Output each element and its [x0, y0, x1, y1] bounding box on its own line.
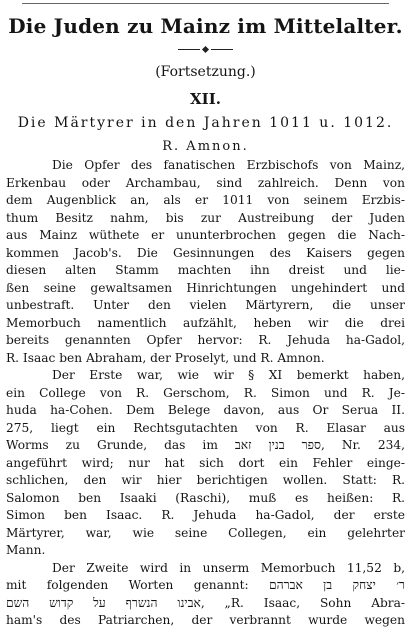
- text-line: bereits genannten Opfer hervor: R. Jehuda ha-Gadol,: [6, 333, 405, 347]
- text-line: Salomon ben Isaaki (Raschi), muß es heißen: R.: [6, 490, 405, 505]
- text-line: R. Isaac ben Abraham, der Proselyt, und R. Amnon.: [6, 350, 325, 365]
- text-line: 275, liegt ein Rechtsgutachten von R. Elasar aus: [6, 420, 405, 435]
- text-line: Der Erste war, wie wir § XI bemerkt haben,: [52, 368, 405, 382]
- section-number: XII.: [190, 90, 221, 108]
- text-line: huda ha-Cohen. Dem Belege davon, aus Or Serua II.: [6, 403, 405, 417]
- text-line: Die Opfer des fanatischen Erzbischofs von Mainz,: [52, 158, 405, 172]
- top-rule: [22, 3, 389, 4]
- text-line: Memorbuch namentlich aufzählt, heben wir die drei: [6, 315, 405, 330]
- section-heading: Die Märtyrer in den Jahren 1011 u. 1012.: [17, 115, 394, 131]
- text-line: mit folgenden Worten genannt: ר׳ יצחק בן אברהם: [6, 578, 405, 592]
- text-line: Der Zweite wird in unserm Memorbuch 11,52 b,: [52, 560, 405, 575]
- text-line: kommen Jacob's. Die Gesinnungen des Kaisers gegen: [6, 245, 405, 260]
- text-line: angeführt wird; nur hat sich dort ein Fehler einge-: [6, 455, 405, 470]
- text-line: ham's des Patriarchen, der verbrannt wurde wegen: [6, 613, 405, 627]
- text-line: aus Mainz wüthete er ununterbrochen gegen die Nach-: [6, 228, 405, 242]
- text-line: Mann.: [6, 543, 46, 557]
- title-ornament: [0, 47, 411, 52]
- text-line: Erkenbau oder Archambau, sind zahlreich. Denn von: [6, 175, 405, 190]
- text-line: schlichen, den wir hier berichtigen wollen. Statt: R.: [6, 473, 405, 487]
- text-line: Märtyrer, war, wie seine Collegen, ein gelehrter: [6, 525, 405, 540]
- text-line: אבינו הנשרף על קדוש השם, „R. Isaac, Sohn Abra-: [6, 595, 405, 610]
- text-line: ein College von R. Gerschom, R. Simon und R. Je-: [6, 385, 405, 400]
- text-line: diesen alten Stamm machten ihn dreist und lie-: [6, 263, 405, 277]
- text-line: unbestraft. Unter den vielen Märtyrern, die unser: [6, 298, 405, 312]
- continuation-note: (Fortsetzung.): [155, 64, 256, 80]
- text-line: Simon ben Isaac. R. Jehuda ha-Gadol, der erste: [6, 508, 405, 522]
- article-title: Die Juden zu Mainz im Mittelalter.: [8, 14, 403, 38]
- article-body: [6, 157, 405, 630]
- subheading: R. Amnon.: [162, 139, 249, 154]
- text-line: thum Besitz nahm, bis zur Austreibung der Juden: [6, 210, 405, 225]
- text-line: ßen seine gewaltsamen Hinrichtungen ungehindert und: [6, 280, 405, 295]
- text-line: dem Augenblick an, als er 1011 von seinem Erzbis-: [6, 193, 405, 207]
- text-line: Worms zu Grunde, das im ספר בנין זאב, Nr. 234,: [6, 438, 405, 452]
